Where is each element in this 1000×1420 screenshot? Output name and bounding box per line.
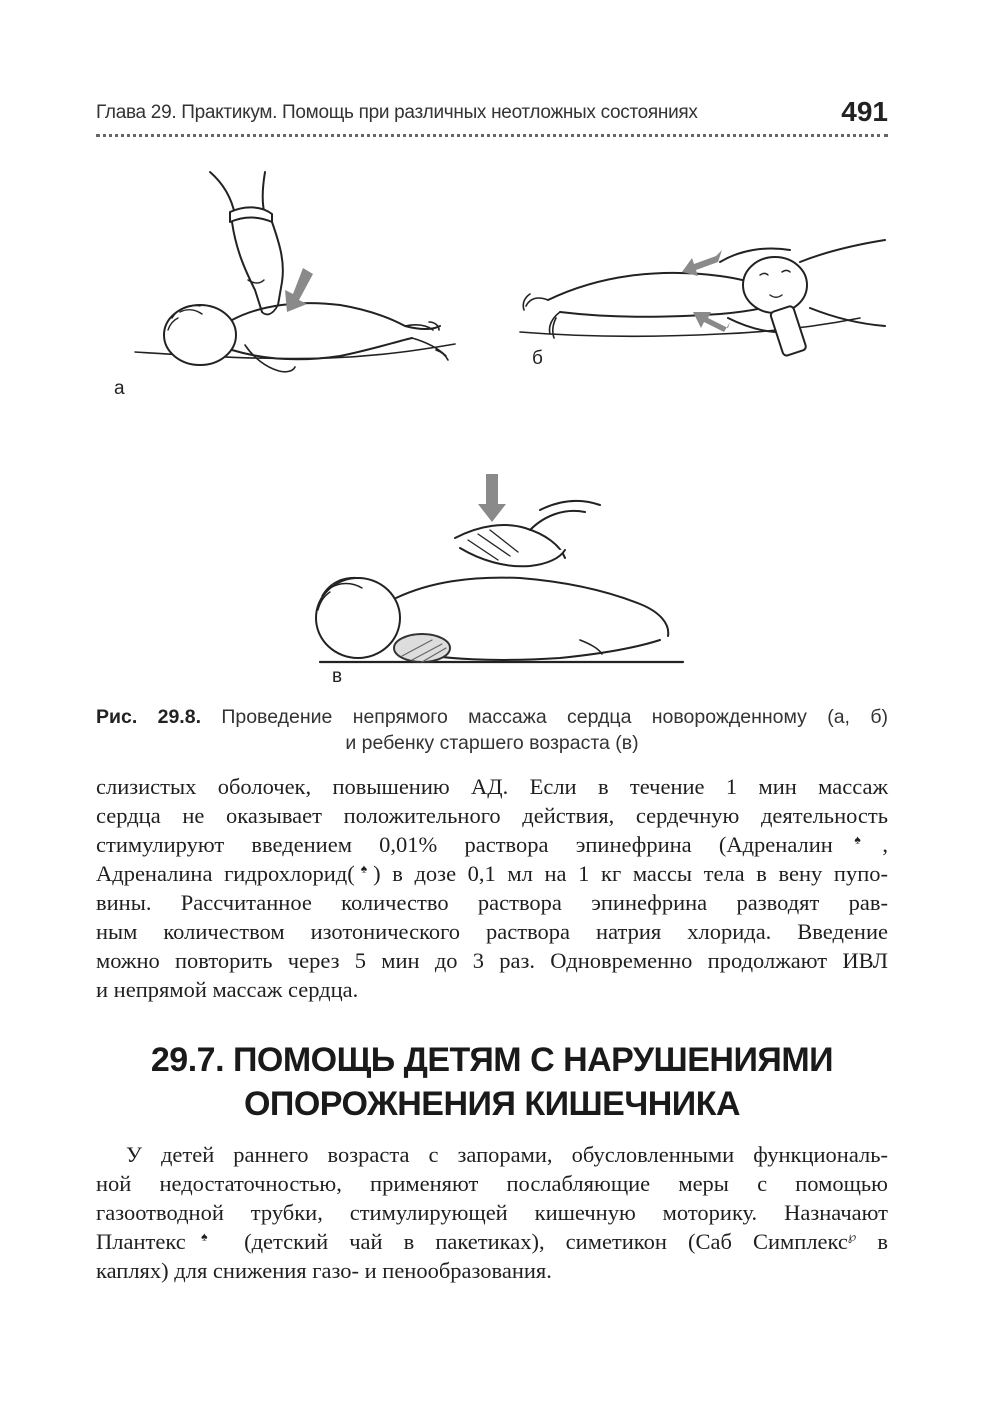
chapter-title: Глава 29. Практикум. Помощь при различных неотложных состояниях — [96, 102, 698, 123]
text-line: можно повторить через 5 мин до 3 раз. Одновременно продолжают ИВЛ — [96, 948, 888, 973]
figure-label-c: в — [332, 666, 343, 687]
text-line: вины. Рассчитанное количество раствора эпинефрина разводят рав- — [96, 890, 888, 915]
figure-29-8 — [0, 0, 1000, 700]
illustration-b — [520, 240, 885, 357]
text-line — [96, 1227, 888, 1256]
text-segment: , — [882, 832, 889, 857]
text-segment: Адреналина гидрохлорид — [96, 861, 348, 886]
figure-label-a: а — [114, 378, 125, 399]
text-line: газоотводной трубки, стимулирующей кишечную моторику. Назначают — [96, 1200, 888, 1225]
section-heading-line1: 29.7. ПОМОЩЬ ДЕТЯМ С НАРУШЕНИЯМИ — [150, 1041, 834, 1079]
body-paragraph-2 — [96, 1140, 888, 1285]
trademark-mark: ℘ — [847, 1229, 857, 1244]
section-heading — [96, 1038, 888, 1126]
illustration-a — [135, 172, 455, 372]
text-line: слизистых оболочек, повышению АД. Если в течение 1 мин массаж — [96, 774, 888, 799]
trademark-mark: ♠ — [354, 861, 374, 876]
section-heading-line2: ОПОРОЖНЕНИЯ КИШЕЧНИКА — [243, 1085, 741, 1123]
text-line: Адреналина гидрохлорид(♠) в дозе 0,1 мл на 1 кг массы тела в вену пупо- — [96, 861, 889, 886]
text-line: ным количеством изотонического раствора натрия хлорида. Введение — [96, 919, 888, 944]
text-line — [96, 830, 888, 859]
text-segment: в — [856, 1229, 888, 1254]
text-line — [96, 1140, 888, 1169]
illustration-c — [316, 501, 683, 662]
figure-label-b: б — [532, 348, 543, 369]
figure-caption — [96, 704, 888, 756]
arrow-down-c — [478, 474, 506, 522]
page-number: 491 — [841, 96, 888, 127]
text-line: и непрямой массаж сердца. — [96, 977, 359, 1002]
text-segment: У детей раннего возраста с запорами, обусловленными функциональ- — [126, 1142, 888, 1167]
arrow-thumb-top — [682, 250, 722, 276]
caption-text-line1: Проведение непрямого массажа сердца новорожденному (а, б) — [221, 706, 888, 728]
text-segment: ) в дозе 0,1 мл на 1 кг массы тела в вену пупо- — [373, 861, 889, 886]
text-segment: (детский чай в пакетиках), симетикон (Саб Симплекс — [223, 1229, 848, 1254]
caption-label: Рис. 29.8. — [96, 706, 201, 728]
text-segment: Плантекс — [96, 1229, 186, 1254]
text-line: ной недостаточностью, применяют послабляющие меры с помощью — [96, 1171, 888, 1196]
trademark-mark: ♠ — [185, 1229, 223, 1244]
body-paragraph-1 — [96, 772, 888, 1004]
trademark-mark: ♠ — [832, 832, 883, 847]
text-line: каплях) для снижения газо- и пенообразования. — [96, 1258, 552, 1283]
caption-text-line2: и ребенку старшего возраста (в) — [345, 732, 639, 754]
text-segment: стимулируют введением 0,01% раствора эпинефрина (Адреналин — [96, 832, 833, 857]
text-line: сердца не оказывает положительного действия, сердечную деятельность — [96, 803, 888, 828]
